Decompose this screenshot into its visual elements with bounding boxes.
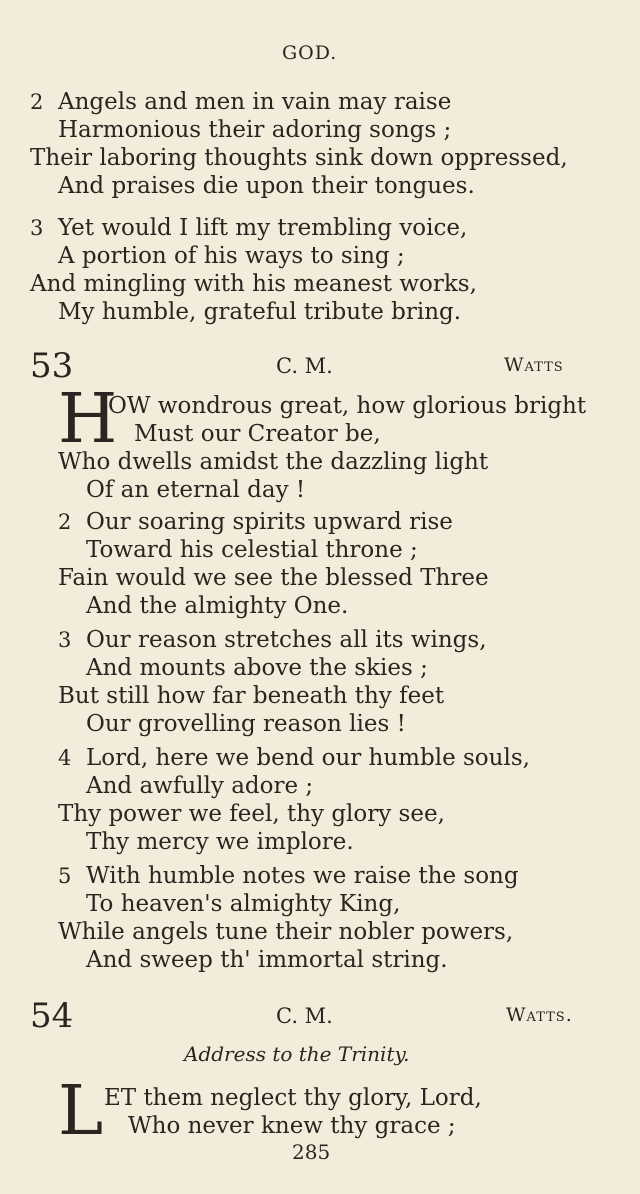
verse-line: Our grovelling reason lies !	[86, 711, 406, 737]
verse-line: Our reason stretches all its wings,	[86, 627, 487, 653]
hymn-subtitle: Address to the Trinity.	[184, 1042, 410, 1066]
hymn-number: 53	[30, 346, 74, 386]
verse-line: To heaven's almighty King,	[86, 891, 401, 917]
verse-number: 3	[30, 216, 44, 240]
verse-line: Of an eternal day !	[86, 477, 306, 503]
hymn-meter: C. M.	[276, 1004, 333, 1028]
verse-line: And mingling with his meanest works,	[30, 271, 477, 297]
verse-line: Thy mercy we implore.	[86, 829, 354, 855]
hymn-author: Watts	[504, 354, 564, 376]
hymn-author: Watts.	[506, 1004, 573, 1026]
verse-line: And praises die upon their tongues.	[58, 173, 475, 199]
drop-cap: H	[58, 380, 118, 459]
verse-line: While angels tune their nobler powers,	[58, 919, 514, 945]
verse-line: Fain would we see the blessed Three	[58, 565, 489, 591]
verse-line: Harmonious their adoring songs ;	[58, 117, 452, 143]
verse-line: And mounts above the skies ;	[86, 655, 428, 681]
verse-line: Who dwells amidst the dazzling light	[58, 449, 489, 475]
verse-number: 2	[30, 90, 44, 114]
verse-line: Yet would I lift my trembling voice,	[58, 215, 468, 241]
verse-line: Thy power we feel, thy glory see,	[58, 801, 445, 827]
verse-line: Who never knew thy grace ;	[128, 1113, 456, 1139]
verse-line: My humble, grateful tribute bring.	[58, 299, 462, 325]
drop-cap: L	[58, 1072, 104, 1151]
verse-line: Must our Creator be,	[134, 421, 381, 447]
verse-line: OW wondrous great, how glorious bright	[108, 393, 587, 419]
verse-line: ET them neglect thy glory, Lord,	[104, 1085, 482, 1111]
verse-line: Toward his celestial throne ;	[86, 537, 418, 563]
hymn-number: 54	[30, 996, 74, 1036]
verse-line: And awfully adore ;	[86, 773, 314, 799]
verse-line: And sweep th' immortal string.	[86, 947, 448, 973]
verse-line: A portion of his ways to sing ;	[58, 243, 405, 269]
verse-line: And the almighty One.	[86, 593, 349, 619]
page-number: 285	[292, 1140, 331, 1164]
verse-line: Lord, here we bend our humble souls,	[86, 745, 530, 771]
verse-line: With humble notes we raise the song	[86, 863, 519, 889]
verse-number: 2	[58, 510, 72, 534]
verse-line: But still how far beneath thy feet	[58, 683, 445, 709]
hymn-meter: C. M.	[276, 354, 333, 378]
running-head: GOD.	[282, 42, 338, 64]
verse-number: 5	[58, 864, 72, 888]
verse-line: Their laboring thoughts sink down oppressed,	[30, 145, 568, 171]
verse-number: 4	[58, 746, 72, 770]
verse-line: Our soaring spirits upward rise	[86, 509, 453, 535]
verse-line: Angels and men in vain may raise	[58, 89, 452, 115]
verse-number: 3	[58, 628, 72, 652]
